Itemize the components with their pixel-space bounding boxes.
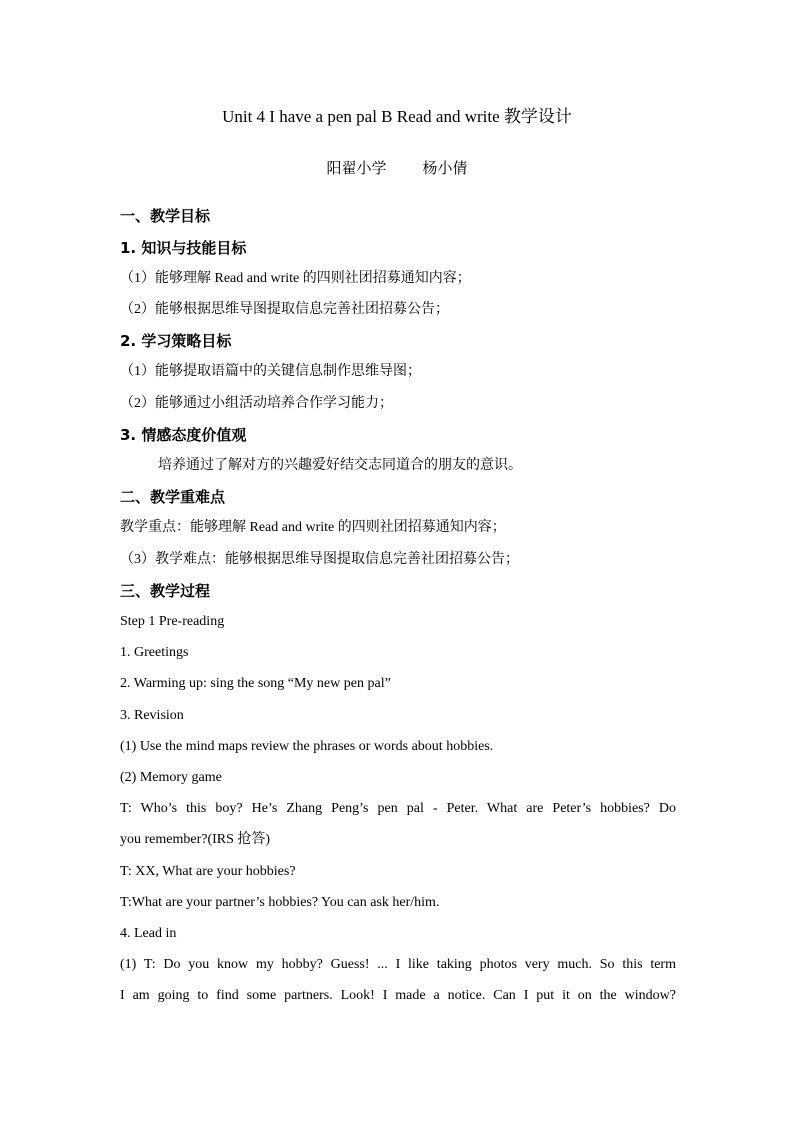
process-line: (2) Memory game: [120, 770, 222, 785]
process-line: 4. Lead in: [120, 926, 177, 941]
objective-item: （1）能够理解 Read and write 的四则社团招募通知内容；: [120, 271, 471, 286]
process-line: I am going to find some partners. Look! I made a notice. Can I put it on the window?: [120, 988, 676, 1003]
subheading-attitude-values: 3. 情感态度价值观: [120, 426, 247, 444]
process-line: T:What are your partner’s hobbies? You can ask her/him.: [120, 895, 440, 910]
subheading-learning-strategy: 2. 学习策略目标: [120, 332, 232, 350]
objective-item: （2）能够通过小组活动培养合作学习能力；: [120, 396, 393, 411]
attitude-text: 培养通过了解对方的兴趣爱好结交志同道合的朋友的意识。: [158, 458, 522, 473]
process-line: (1) Use the mind maps review the phrases or words about hobbies.: [120, 739, 494, 754]
subheading-knowledge-skills: 1. 知识与技能目标: [120, 239, 247, 257]
process-line: 3. Revision: [120, 708, 184, 723]
key-point-text: 教学重点：能够理解 Read and write 的四则社团招募通知内容；: [120, 520, 506, 535]
process-line: Step 1 Pre-reading: [120, 614, 225, 629]
section-heading-key-points: 二、教学重难点: [120, 488, 226, 506]
teacher-name: 杨小倩: [422, 161, 468, 177]
process-line: 2. Warming up: sing the song “My new pen pal”: [120, 676, 391, 691]
section-heading-process: 三、教学过程: [120, 582, 211, 600]
section-heading-objectives: 一、教学目标: [120, 207, 211, 225]
difficult-point-text: （3）教学难点：能够根据思维导图提取信息完善社团招募公告；: [120, 552, 519, 567]
process-line: T: XX, What are your hobbies?: [120, 864, 296, 879]
process-line: (1) T: Do you know my hobby? Guess! ... I like taking photos very much. So this term: [120, 957, 676, 972]
process-line: T: Who’s this boy? He’s Zhang Peng’s pen pal - Peter. What are Peter’s hobbies? Do: [120, 801, 676, 816]
process-line: 1. Greetings: [120, 645, 189, 660]
school-name: 阳翟小学: [326, 161, 387, 177]
objective-item: （2）能够根据思维导图提取信息完善社团招募公告；: [120, 302, 449, 317]
document-title: Unit 4 I have a pen pal B Read and write 教学设计: [222, 107, 572, 126]
objective-item: （1）能够提取语篇中的关键信息制作思维导图；: [120, 364, 421, 379]
author-line: [0, 159, 794, 179]
process-line: you remember?(IRS 抢答): [120, 832, 271, 847]
